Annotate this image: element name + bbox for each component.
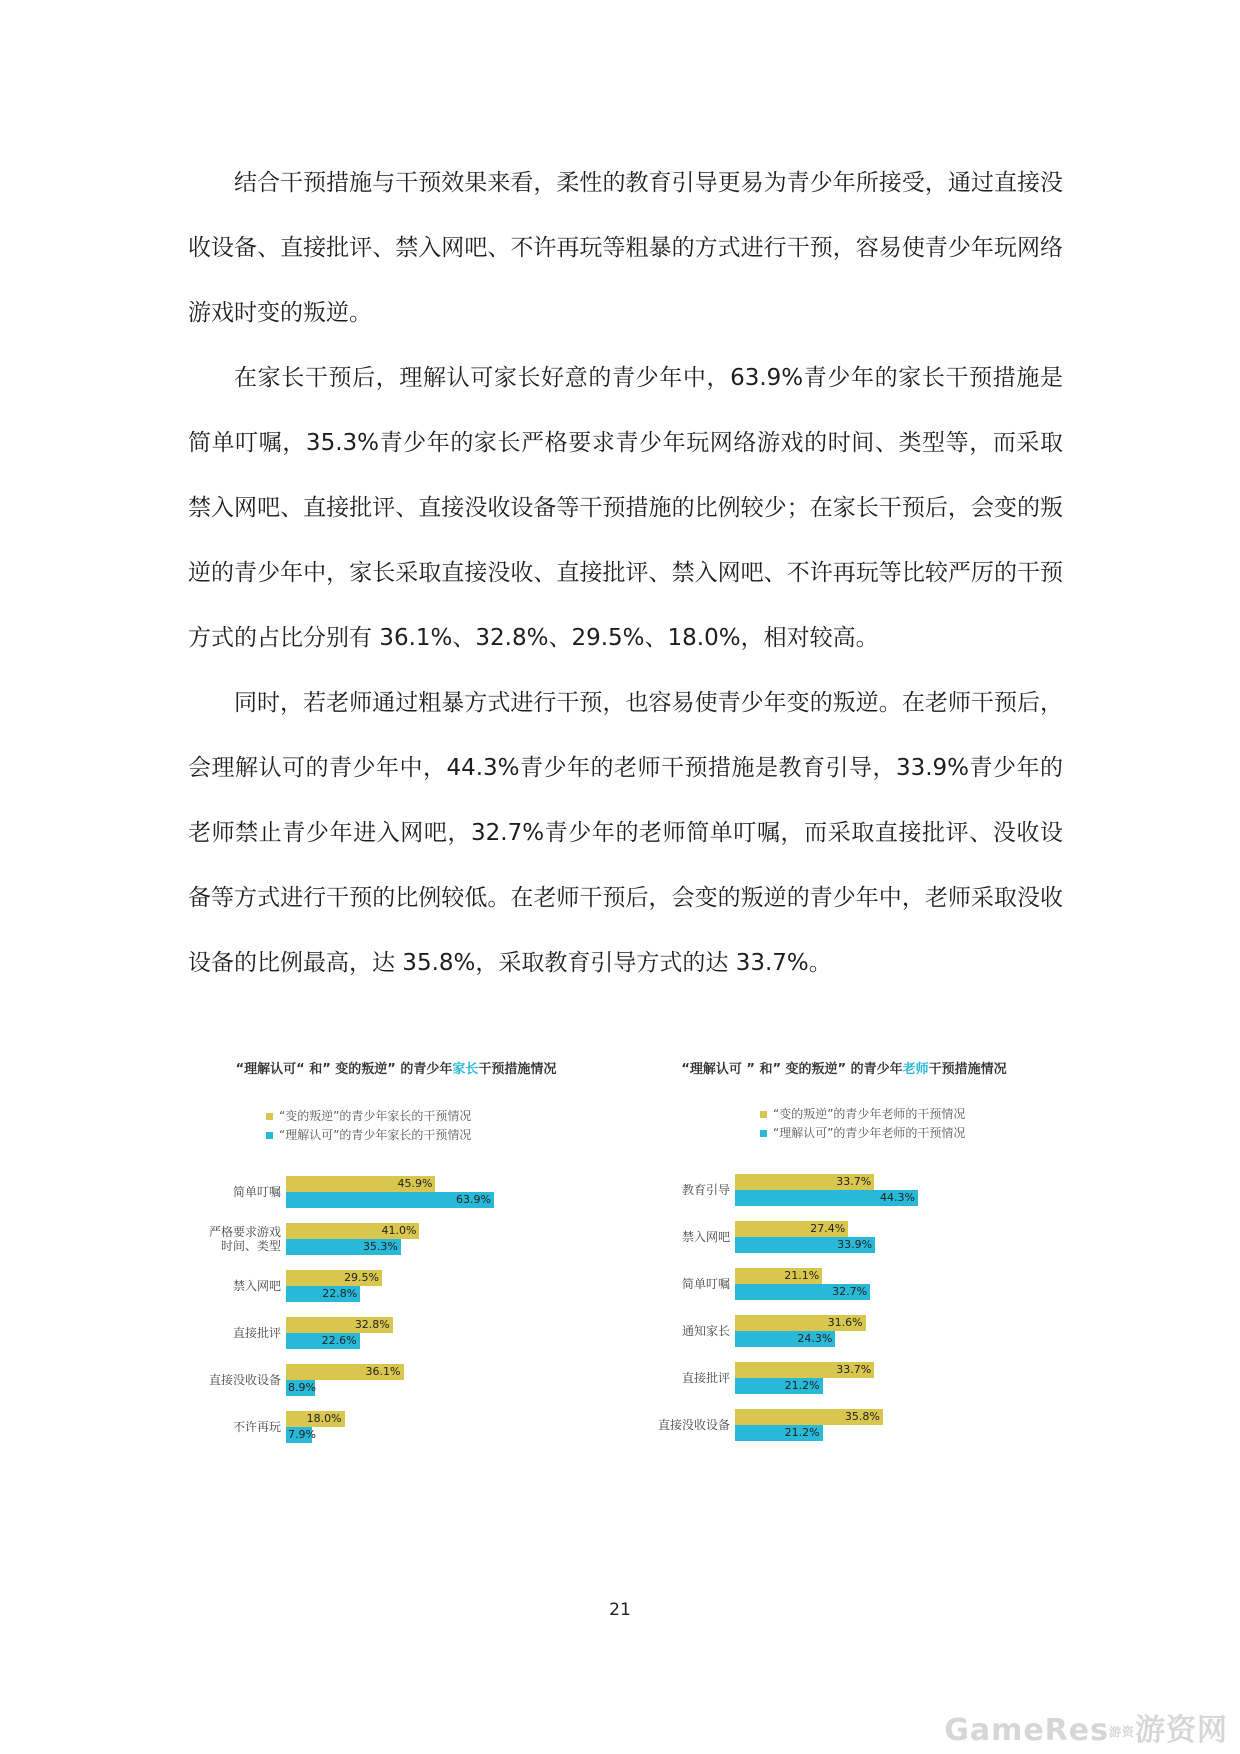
category-label: 禁入网吧 bbox=[232, 1279, 281, 1293]
watermark-logo bbox=[944, 1705, 1228, 1749]
legend-swatch-cyan bbox=[266, 1132, 273, 1139]
chart-title-suffix: 干预措施情况 bbox=[478, 1062, 557, 1077]
data-label: 33.7% bbox=[836, 1175, 872, 1188]
category-label: 直接没收设备 bbox=[208, 1373, 281, 1387]
chart-legend bbox=[266, 1107, 471, 1145]
data-label: 35.3% bbox=[362, 1240, 398, 1253]
parent-intervention-chart bbox=[196, 1055, 596, 1455]
paragraph-2: 在家长干预后，理解认可家长好意的青少年中，63.9%青少年的家长干预措施是简单叮嘱，35.3%青少年的家长严格要求青少年玩网络游戏的时间、类型等，而采取禁入网吧、直接批评、直接没收设备等干预措施的比例较少；在家长干预后，会变的叛逆的青少年中，家长采取直接没收、直接批评、禁入网吧、不许再玩等比较严厉的干预方式的占比分别有 36.1%、32.8%、29.5%、18.0%，相对较高。 bbox=[188, 365, 1063, 651]
data-label: 29.5% bbox=[344, 1271, 380, 1284]
category-label: 简单叮嘱 bbox=[232, 1185, 281, 1199]
data-label: 33.7% bbox=[836, 1363, 872, 1376]
data-label: 41.0% bbox=[381, 1224, 417, 1237]
data-label: 27.4% bbox=[810, 1222, 846, 1235]
data-label: 32.7% bbox=[832, 1285, 868, 1298]
data-label: 21.2% bbox=[784, 1379, 820, 1392]
data-label: 7.9% bbox=[288, 1428, 316, 1441]
data-label: 22.6% bbox=[321, 1334, 357, 1347]
category-label: 直接批评 bbox=[232, 1326, 281, 1340]
data-label: 8.9% bbox=[288, 1381, 316, 1394]
page-number: 21 bbox=[609, 1600, 631, 1620]
legend-item-understanding bbox=[266, 1126, 471, 1145]
teacher-intervention-chart bbox=[644, 1055, 1044, 1455]
legend-swatch-yellow bbox=[266, 1113, 273, 1120]
legend-item-understanding bbox=[760, 1124, 965, 1143]
paragraph-1: 结合干预措施与干预效果来看，柔性的教育引导更易为青少年所接受，通过直接没收设备、直接批评、禁入网吧、不许再玩等粗暴的方式进行干预，容易使青少年玩网络游戏时变的叛逆。 bbox=[188, 170, 1063, 326]
watermark-name: 游资网 bbox=[1135, 1713, 1228, 1748]
data-label: 44.3% bbox=[880, 1191, 915, 1204]
data-label: 45.9% bbox=[397, 1177, 433, 1190]
category-label: 严格要求游戏 时间、类型 bbox=[208, 1225, 281, 1253]
data-label: 21.2% bbox=[784, 1426, 820, 1439]
chart-title bbox=[196, 1058, 596, 1077]
chart-title-suffix: 干预措施情况 bbox=[928, 1062, 1007, 1077]
watermark-small: 游资 bbox=[1108, 1725, 1135, 1739]
data-label: 21.1% bbox=[784, 1269, 820, 1282]
legend-item-rebellious bbox=[266, 1107, 471, 1126]
data-label: 31.6% bbox=[827, 1316, 863, 1329]
category-label: 直接没收设备 bbox=[657, 1418, 730, 1432]
legend-label: “理解认可”的青少年家长的干预情况 bbox=[279, 1128, 472, 1142]
legend-item-rebellious bbox=[760, 1105, 965, 1124]
category-label: 直接批评 bbox=[681, 1371, 730, 1385]
data-label: 18.0% bbox=[306, 1412, 342, 1425]
data-label: 33.9% bbox=[837, 1238, 873, 1251]
data-label: 36.1% bbox=[365, 1365, 401, 1378]
category-label: 教育引导 bbox=[681, 1183, 730, 1197]
watermark-brand: GameRes bbox=[944, 1713, 1109, 1748]
data-label: 35.8% bbox=[844, 1410, 880, 1423]
chart-title-highlight: 老师 bbox=[902, 1062, 929, 1077]
legend-swatch-yellow bbox=[760, 1111, 767, 1118]
data-label: 63.9% bbox=[456, 1193, 491, 1206]
legend-label: “变的叛逆”的青少年老师的干预情况 bbox=[773, 1107, 966, 1121]
legend-label: “变的叛逆”的青少年家长的干预情况 bbox=[279, 1109, 472, 1123]
category-label: 禁入网吧 bbox=[681, 1230, 730, 1244]
category-label: 不许再玩 bbox=[232, 1420, 281, 1434]
chart-legend bbox=[760, 1105, 965, 1143]
chart-title bbox=[644, 1058, 1044, 1077]
data-label: 22.8% bbox=[322, 1287, 358, 1300]
chart-title-highlight: 家长 bbox=[452, 1062, 479, 1077]
paragraph-3: 同时，若老师通过粗暴方式进行干预，也容易使青少年变的叛逆。在老师干预后，会理解认可的青少年中，44.3%青少年的老师干预措施是教育引导，33.9%青少年的老师禁止青少年进入网吧，32.7%青少年的老师简单叮嘱，而采取直接批评、没收设备等方式进行干预的比例较低。在老师干预后，会变的叛逆的青少年中，老师采取没收设备的比例最高，达 35.8%，采取教育引导方式的达 33.7%。 bbox=[188, 690, 1063, 976]
category-label: 通知家长 bbox=[681, 1324, 730, 1338]
data-label: 32.8% bbox=[354, 1318, 390, 1331]
legend-label: “理解认可”的青少年老师的干预情况 bbox=[773, 1126, 966, 1140]
category-label: 简单叮嘱 bbox=[681, 1277, 730, 1291]
chart-title-prefix: “理解认可 ” 和” 变的叛逆” 的青少年 bbox=[681, 1062, 903, 1077]
chart-title-prefix: “理解认可“ 和” 变的叛逆” 的青少年 bbox=[235, 1062, 453, 1077]
legend-swatch-cyan bbox=[760, 1130, 767, 1137]
data-label: 24.3% bbox=[797, 1332, 833, 1345]
